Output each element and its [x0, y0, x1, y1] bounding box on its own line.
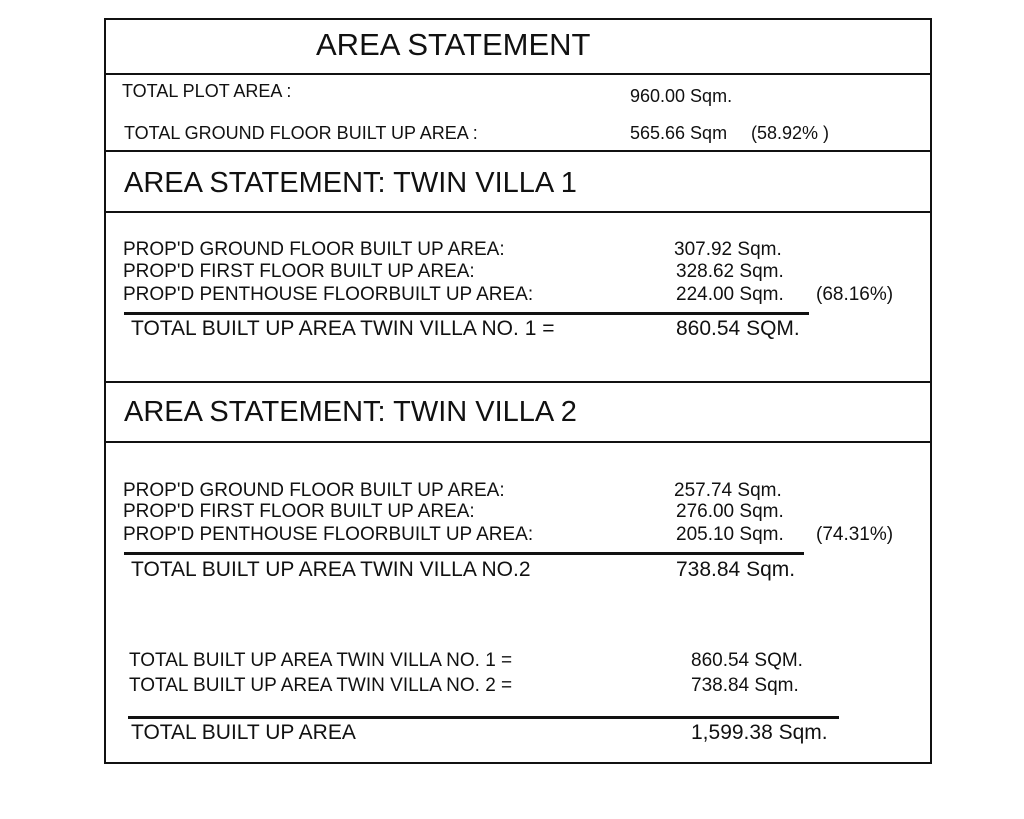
- villa1-percent: (68.16%): [816, 284, 894, 305]
- divider-villa1-heading: [104, 211, 932, 213]
- grand-total-value: 1,599.38 Sqm.: [691, 721, 828, 744]
- page-title: AREA STATEMENT: [316, 27, 591, 62]
- villa2-percent: (74.31%): [816, 524, 894, 545]
- villa2-penthouse-label: PROP'D PENTHOUSE FLOORBUILT UP AREA:: [123, 524, 534, 545]
- villa1-ground-floor-label: PROP'D GROUND FLOOR BUILT UP AREA:: [123, 239, 505, 260]
- villa1-total-value: 860.54 SQM.: [676, 317, 800, 340]
- summary-villa2-label: TOTAL BUILT UP AREA TWIN VILLA NO. 2 =: [129, 675, 513, 696]
- ground-floor-area-percent: (58.92% ): [751, 123, 830, 143]
- grand-total-underline: [128, 716, 839, 719]
- villa1-penthouse-label: PROP'D PENTHOUSE FLOORBUILT UP AREA:: [123, 284, 534, 305]
- summary-villa2-value: 738.84 Sqm.: [691, 675, 799, 696]
- villa1-first-floor-label: PROP'D FIRST FLOOR BUILT UP AREA:: [123, 261, 475, 282]
- villa2-ground-floor-value: 257.74 Sqm.: [674, 480, 782, 501]
- divider-villa1-body: [104, 381, 932, 383]
- villa1-total-underline: [124, 312, 809, 315]
- divider-plot: [104, 150, 932, 152]
- divider-title: [104, 73, 932, 75]
- summary-villa1-label: TOTAL BUILT UP AREA TWIN VILLA NO. 1 =: [129, 650, 513, 671]
- grand-total-label: TOTAL BUILT UP AREA: [131, 721, 356, 744]
- villa2-heading: AREA STATEMENT: TWIN VILLA 2: [124, 396, 577, 428]
- villa1-heading: AREA STATEMENT: TWIN VILLA 1: [124, 167, 577, 199]
- total-plot-area-value: 960.00 Sqm.: [630, 86, 733, 106]
- villa1-first-floor-value: 328.62 Sqm.: [676, 261, 784, 282]
- total-plot-area-label: TOTAL PLOT AREA :: [122, 81, 292, 101]
- villa2-ground-floor-label: PROP'D GROUND FLOOR BUILT UP AREA:: [123, 480, 505, 501]
- ground-floor-area-label: TOTAL GROUND FLOOR BUILT UP AREA :: [124, 123, 478, 143]
- villa1-ground-floor-value: 307.92 Sqm.: [674, 239, 782, 260]
- villa2-total-label: TOTAL BUILT UP AREA TWIN VILLA NO.2: [131, 558, 531, 581]
- villa1-penthouse-value: 224.00 Sqm.: [676, 284, 784, 305]
- divider-villa2-heading: [104, 441, 932, 443]
- ground-floor-area-value: 565.66 Sqm: [630, 123, 728, 143]
- summary-villa1-value: 860.54 SQM.: [691, 650, 803, 671]
- villa2-penthouse-value: 205.10 Sqm.: [676, 524, 784, 545]
- villa2-total-value: 738.84 Sqm.: [676, 558, 796, 581]
- villa2-first-floor-value: 276.00 Sqm.: [676, 501, 784, 522]
- villa2-first-floor-label: PROP'D FIRST FLOOR BUILT UP AREA:: [123, 501, 475, 522]
- villa2-total-underline: [124, 552, 804, 555]
- villa1-total-label: TOTAL BUILT UP AREA TWIN VILLA NO. 1 =: [131, 317, 555, 340]
